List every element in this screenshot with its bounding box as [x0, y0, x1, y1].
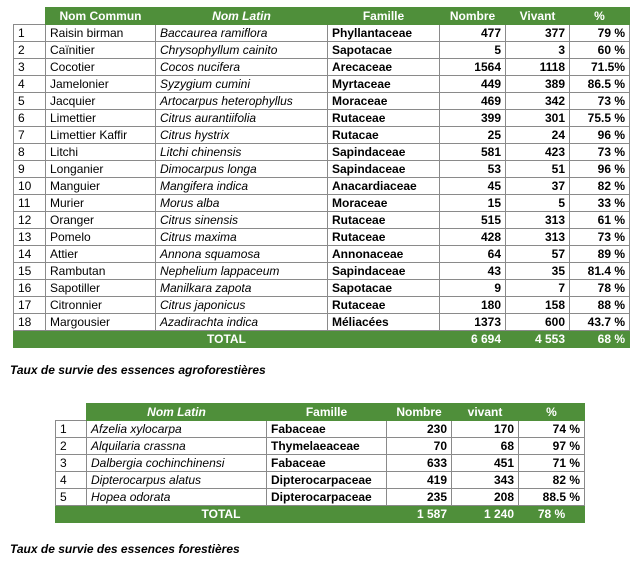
- row-number: 1: [14, 25, 46, 42]
- alive-cell: 451: [452, 455, 519, 472]
- latin-name-cell: Morus alba: [156, 195, 328, 212]
- percent-cell: 88.5 %: [519, 489, 585, 506]
- table-row: [14, 246, 630, 263]
- alive-cell: 377: [506, 25, 570, 42]
- header-alive: Vivant: [506, 8, 570, 25]
- alive-cell: 7: [506, 280, 570, 297]
- table-row: [14, 195, 630, 212]
- percent-cell: 96 %: [570, 127, 630, 144]
- header-latin-name: Nom Latin: [87, 404, 267, 421]
- alive-cell: 170: [452, 421, 519, 438]
- latin-name-cell: Litchi chinensis: [156, 144, 328, 161]
- common-name-cell: Manguier: [46, 178, 156, 195]
- total-percent: 78 %: [519, 506, 585, 523]
- common-name-cell: Sapotiller: [46, 280, 156, 297]
- common-name-cell: Citronnier: [46, 297, 156, 314]
- header-blank-cell: [14, 8, 46, 25]
- percent-cell: 71 %: [519, 455, 585, 472]
- alive-cell: 600: [506, 314, 570, 331]
- forest-survival-table: [55, 403, 585, 523]
- row-number: 15: [14, 263, 46, 280]
- header-count: Nombre: [440, 8, 506, 25]
- table-row: [14, 110, 630, 127]
- family-cell: Fabaceae: [267, 455, 387, 472]
- latin-name-cell: Baccaurea ramiflora: [156, 25, 328, 42]
- percent-cell: 78 %: [570, 280, 630, 297]
- table-row: [14, 127, 630, 144]
- alive-cell: 389: [506, 76, 570, 93]
- alive-cell: 51: [506, 161, 570, 178]
- percent-cell: 79 %: [570, 25, 630, 42]
- alive-cell: 313: [506, 229, 570, 246]
- alive-cell: 158: [506, 297, 570, 314]
- percent-cell: 73 %: [570, 229, 630, 246]
- latin-name-cell: Manilkara zapota: [156, 280, 328, 297]
- common-name-cell: Jacquier: [46, 93, 156, 110]
- percent-cell: 73 %: [570, 144, 630, 161]
- row-number: 18: [14, 314, 46, 331]
- row-number: 3: [56, 455, 87, 472]
- table-row: [14, 178, 630, 195]
- family-cell: Phyllantaceae: [328, 25, 440, 42]
- alive-cell: 68: [452, 438, 519, 455]
- family-cell: Méliacées: [328, 314, 440, 331]
- percent-cell: 60 %: [570, 42, 630, 59]
- latin-name-cell: Dalbergia cochinchinensi: [87, 455, 267, 472]
- latin-name-cell: Nephelium lappaceum: [156, 263, 328, 280]
- row-number: 2: [14, 42, 46, 59]
- latin-name-cell: Citrus aurantiifolia: [156, 110, 328, 127]
- alive-cell: 3: [506, 42, 570, 59]
- row-number: 14: [14, 246, 46, 263]
- alive-cell: 5: [506, 195, 570, 212]
- table-row: [14, 229, 630, 246]
- latin-name-cell: Annona squamosa: [156, 246, 328, 263]
- table-header-row: [56, 404, 585, 421]
- latin-name-cell: Hopea odorata: [87, 489, 267, 506]
- count-cell: 515: [440, 212, 506, 229]
- family-cell: Rutaceae: [328, 110, 440, 127]
- percent-cell: 75.5 %: [570, 110, 630, 127]
- count-cell: 180: [440, 297, 506, 314]
- table-row: [14, 42, 630, 59]
- alive-cell: 342: [506, 93, 570, 110]
- percent-cell: 33 %: [570, 195, 630, 212]
- table-row: [14, 76, 630, 93]
- count-cell: 15: [440, 195, 506, 212]
- latin-name-cell: Afzelia xylocarpa: [87, 421, 267, 438]
- total-row: [56, 506, 585, 523]
- family-cell: Sapotacae: [328, 42, 440, 59]
- alive-cell: 37: [506, 178, 570, 195]
- family-cell: Moraceae: [328, 93, 440, 110]
- percent-cell: 74 %: [519, 421, 585, 438]
- total-alive: 1 240: [452, 506, 519, 523]
- latin-name-cell: Cocos nucifera: [156, 59, 328, 76]
- row-number: 7: [14, 127, 46, 144]
- count-cell: 53: [440, 161, 506, 178]
- alive-cell: 35: [506, 263, 570, 280]
- percent-cell: 97 %: [519, 438, 585, 455]
- header-latin-name: Nom Latin: [156, 8, 328, 25]
- alive-cell: 343: [452, 472, 519, 489]
- latin-name-cell: Citrus maxima: [156, 229, 328, 246]
- percent-cell: 82 %: [519, 472, 585, 489]
- row-number: 10: [14, 178, 46, 195]
- row-number: 17: [14, 297, 46, 314]
- family-cell: Moraceae: [328, 195, 440, 212]
- row-number: 9: [14, 161, 46, 178]
- table-row: [56, 455, 585, 472]
- table-row: [14, 161, 630, 178]
- common-name-cell: Raisin birman: [46, 25, 156, 42]
- header-family: Famille: [328, 8, 440, 25]
- row-number: 12: [14, 212, 46, 229]
- common-name-cell: Oranger: [46, 212, 156, 229]
- count-cell: 64: [440, 246, 506, 263]
- header-family: Famille: [267, 404, 387, 421]
- table-row: [14, 25, 630, 42]
- total-count: 6 694: [440, 331, 506, 348]
- row-number: 4: [14, 76, 46, 93]
- latin-name-cell: Mangifera indica: [156, 178, 328, 195]
- table-header-row: [14, 8, 630, 25]
- percent-cell: 89 %: [570, 246, 630, 263]
- table-row: [14, 297, 630, 314]
- family-cell: Rutaceae: [328, 212, 440, 229]
- header-count: Nombre: [387, 404, 452, 421]
- latin-name-cell: Chrysophyllum cainito: [156, 42, 328, 59]
- table-row: [14, 263, 630, 280]
- family-cell: Rutaceae: [328, 297, 440, 314]
- table-row: [14, 93, 630, 110]
- table-row: [14, 314, 630, 331]
- header-common-name: Nom Commun: [46, 8, 156, 25]
- count-cell: 45: [440, 178, 506, 195]
- count-cell: 449: [440, 76, 506, 93]
- alive-cell: 57: [506, 246, 570, 263]
- family-cell: Sapindaceae: [328, 161, 440, 178]
- alive-cell: 301: [506, 110, 570, 127]
- count-cell: 399: [440, 110, 506, 127]
- family-cell: Sapindaceae: [328, 263, 440, 280]
- latin-name-cell: Alquilaria crassna: [87, 438, 267, 455]
- row-number: 4: [56, 472, 87, 489]
- common-name-cell: Jamelonier: [46, 76, 156, 93]
- row-number: 2: [56, 438, 87, 455]
- common-name-cell: Murier: [46, 195, 156, 212]
- alive-cell: 423: [506, 144, 570, 161]
- common-name-cell: Margousier: [46, 314, 156, 331]
- family-cell: Rutacae: [328, 127, 440, 144]
- common-name-cell: Rambutan: [46, 263, 156, 280]
- header-percent: %: [570, 8, 630, 25]
- total-label: TOTAL: [14, 331, 440, 348]
- count-cell: 419: [387, 472, 452, 489]
- percent-cell: 61 %: [570, 212, 630, 229]
- table-row: [14, 280, 630, 297]
- header-percent: %: [519, 404, 585, 421]
- count-cell: 43: [440, 263, 506, 280]
- percent-cell: 96 %: [570, 161, 630, 178]
- count-cell: 1564: [440, 59, 506, 76]
- family-cell: Rutaceae: [328, 229, 440, 246]
- common-name-cell: Longanier: [46, 161, 156, 178]
- count-cell: 5: [440, 42, 506, 59]
- total-alive: 4 553: [506, 331, 570, 348]
- table-row: [56, 438, 585, 455]
- alive-cell: 313: [506, 212, 570, 229]
- percent-cell: 73 %: [570, 93, 630, 110]
- count-cell: 9: [440, 280, 506, 297]
- row-number: 11: [14, 195, 46, 212]
- latin-name-cell: Citrus sinensis: [156, 212, 328, 229]
- count-cell: 25: [440, 127, 506, 144]
- row-number: 6: [14, 110, 46, 127]
- count-cell: 633: [387, 455, 452, 472]
- table-row: [56, 489, 585, 506]
- count-cell: 70: [387, 438, 452, 455]
- percent-cell: 82 %: [570, 178, 630, 195]
- percent-cell: 81.4 %: [570, 263, 630, 280]
- table-row: [56, 421, 585, 438]
- header-alive: vivant: [452, 404, 519, 421]
- row-number: 5: [14, 93, 46, 110]
- family-cell: Dipterocarpaceae: [267, 489, 387, 506]
- family-cell: Anacardiaceae: [328, 178, 440, 195]
- common-name-cell: Limettier Kaffir: [46, 127, 156, 144]
- count-cell: 469: [440, 93, 506, 110]
- family-cell: Dipterocarpaceae: [267, 472, 387, 489]
- common-name-cell: Caïnitier: [46, 42, 156, 59]
- family-cell: Sapindaceae: [328, 144, 440, 161]
- family-cell: Sapotacae: [328, 280, 440, 297]
- total-label: TOTAL: [56, 506, 387, 523]
- latin-name-cell: Azadirachta indica: [156, 314, 328, 331]
- latin-name-cell: Dipterocarpus alatus: [87, 472, 267, 489]
- row-number: 3: [14, 59, 46, 76]
- table-row: [14, 144, 630, 161]
- common-name-cell: Pomelo: [46, 229, 156, 246]
- percent-cell: 88 %: [570, 297, 630, 314]
- family-cell: Myrtaceae: [328, 76, 440, 93]
- total-percent: 68 %: [570, 331, 630, 348]
- header-blank-cell: [56, 404, 87, 421]
- count-cell: 1373: [440, 314, 506, 331]
- count-cell: 428: [440, 229, 506, 246]
- row-number: 8: [14, 144, 46, 161]
- row-number: 1: [56, 421, 87, 438]
- forest-caption: Taux de survie des essences forestières: [10, 542, 240, 556]
- count-cell: 581: [440, 144, 506, 161]
- count-cell: 235: [387, 489, 452, 506]
- latin-name-cell: Citrus hystrix: [156, 127, 328, 144]
- common-name-cell: Limettier: [46, 110, 156, 127]
- agroforestry-survival-table: [13, 7, 630, 348]
- percent-cell: 86.5 %: [570, 76, 630, 93]
- percent-cell: 71.5%: [570, 59, 630, 76]
- common-name-cell: Attier: [46, 246, 156, 263]
- alive-cell: 208: [452, 489, 519, 506]
- latin-name-cell: Syzygium cumini: [156, 76, 328, 93]
- alive-cell: 24: [506, 127, 570, 144]
- row-number: 16: [14, 280, 46, 297]
- row-number: 13: [14, 229, 46, 246]
- count-cell: 230: [387, 421, 452, 438]
- family-cell: Arecaceae: [328, 59, 440, 76]
- percent-cell: 43.7 %: [570, 314, 630, 331]
- agroforestry-caption: Taux de survie des essences agroforestières: [10, 363, 266, 377]
- table-row: [56, 472, 585, 489]
- total-row: [14, 331, 630, 348]
- common-name-cell: Cocotier: [46, 59, 156, 76]
- total-count: 1 587: [387, 506, 452, 523]
- alive-cell: 1118: [506, 59, 570, 76]
- latin-name-cell: Citrus japonicus: [156, 297, 328, 314]
- row-number: 5: [56, 489, 87, 506]
- count-cell: 477: [440, 25, 506, 42]
- table-row: [14, 212, 630, 229]
- family-cell: Fabaceae: [267, 421, 387, 438]
- family-cell: Thymelaeaceae: [267, 438, 387, 455]
- latin-name-cell: Dimocarpus longa: [156, 161, 328, 178]
- family-cell: Annonaceae: [328, 246, 440, 263]
- table-row: [14, 59, 630, 76]
- common-name-cell: Litchi: [46, 144, 156, 161]
- latin-name-cell: Artocarpus heterophyllus: [156, 93, 328, 110]
